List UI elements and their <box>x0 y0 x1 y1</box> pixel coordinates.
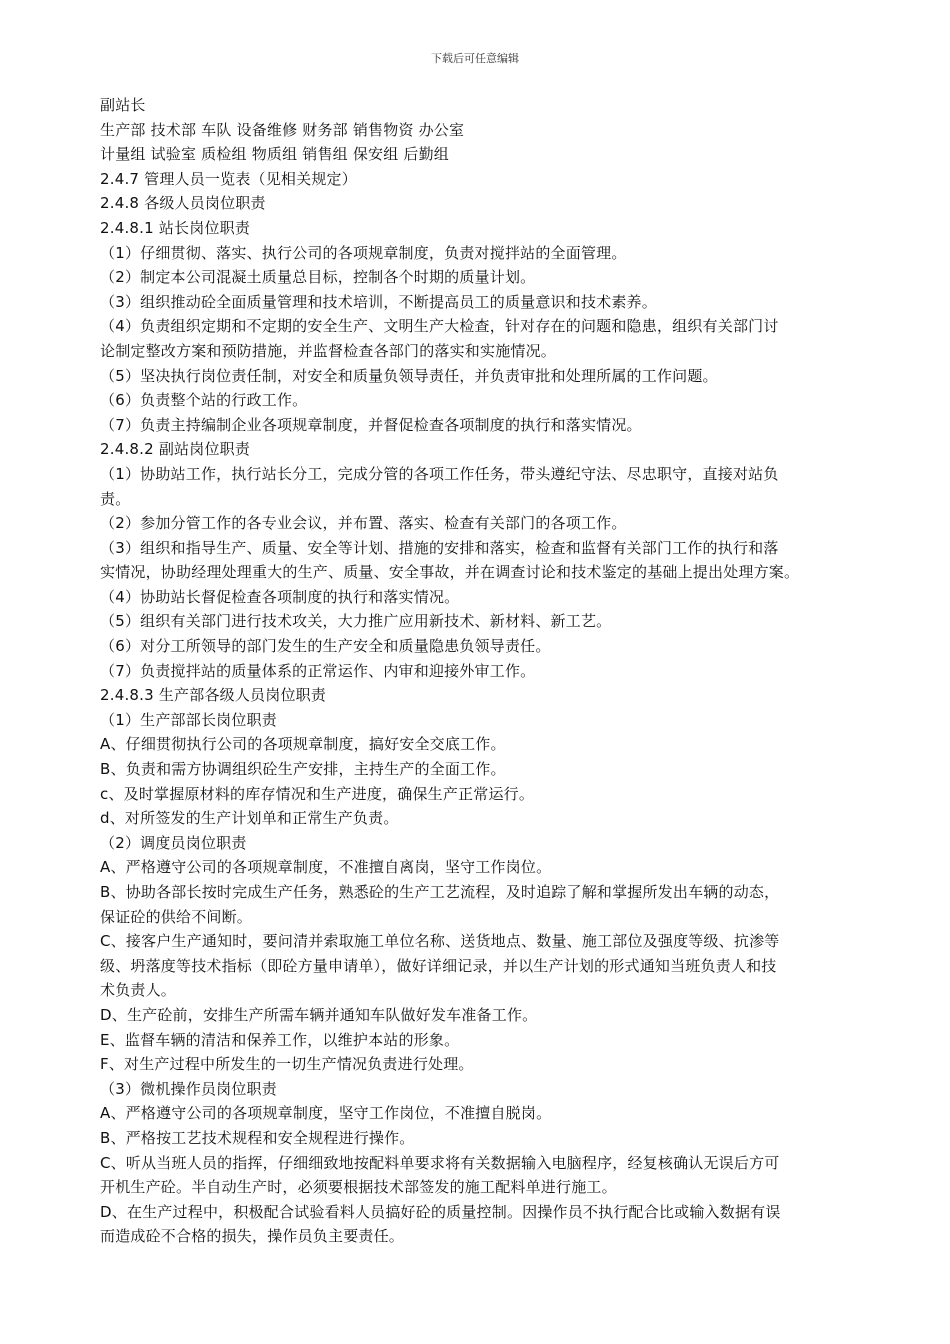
text-line: C、接客户生产通知时，要问清并索取施工单位名称、送货地点、数量、施工部位及强度等级、抗渗等 <box>100 932 780 951</box>
text-line: 计量组 试验室 质检组 物质组 销售组 保安组 后勤组 <box>100 145 450 164</box>
text-line: 责。 <box>100 489 131 508</box>
text-line: A、仔细贯彻执行公司的各项规章制度，搞好安全交底工作。 <box>100 735 506 754</box>
section-heading: 2.4.8.1 站长岗位职责 <box>100 218 251 237</box>
text-line: 生产部 技术部 车队 设备维修 财务部 销售物资 办公室 <box>100 120 465 139</box>
text-line: F、对生产过程中所发生的一切生产情况负责进行处理。 <box>100 1055 474 1074</box>
text-line: 实情况，协助经理处理重大的生产、质量、安全事故，并在调查讨论和技术鉴定的基础上提出处理方案。 <box>100 563 800 582</box>
text-line: （3）组织和指导生产、质量、安全等计划、措施的安排和落实，检查和监督有关部门工作的执行和落 <box>100 538 779 557</box>
text-line: （2）参加分管工作的各专业会议，并布置、落实、检查有关部门的各项工作。 <box>100 514 627 533</box>
section-heading: 2.4.8.2 副站岗位职责 <box>100 440 251 459</box>
subsection-heading: （2）调度员岗位职责 <box>100 833 247 852</box>
text-line: （3）组织推动砼全面质量管理和技术培训，不断提高员工的质量意识和技术素养。 <box>100 292 657 311</box>
text-line: （5）组织有关部门进行技术攻关，大力推广应用新技术、新材料、新工艺。 <box>100 612 612 631</box>
text-line: （7）负责搅拌站的质量体系的正常运作、内审和迎接外审工作。 <box>100 661 536 680</box>
text-line: d、对所签发的生产计划单和正常生产负责。 <box>100 809 399 828</box>
subsection-heading: （3）微机操作员岗位职责 <box>100 1079 277 1098</box>
text-line: 保证砼的供给不间断。 <box>100 907 253 926</box>
text-line: （1）协助站工作，执行站长分工，完成分管的各项工作任务，带头遵纪守法、尽忠职守，直接对站负 <box>100 464 779 483</box>
text-line: 副站长 <box>100 96 146 114</box>
section-heading: 2.4.7 管理人员一览表（见相关规定） <box>100 169 357 188</box>
text-line: （6）对分工所领导的部门发生的生产安全和质量隐患负领导责任。 <box>100 637 551 656</box>
text-line: A、严格遵守公司的各项规章制度，不准擅自离岗，坚守工作岗位。 <box>100 858 552 877</box>
text-line: B、协助各部长按时完成生产任务，熟悉砼的生产工艺流程，及时追踪了解和掌握所发出车辆的动态， <box>100 883 780 901</box>
text-line: c、及时掌握原材料的库存情况和生产进度，确保生产正常运行。 <box>100 784 535 803</box>
page-header: 下载后可任意编辑 <box>431 52 519 65</box>
text-line: 开机生产砼。半自动生产时，必须要根据技术部签发的施工配料单进行施工。 <box>100 1178 617 1197</box>
text-line: （1）仔细贯彻、落实、执行公司的各项规章制度，负责对搅拌站的全面管理。 <box>100 243 627 262</box>
text-line: 而造成砼不合格的损失，操作员负主要责任。 <box>100 1227 405 1246</box>
text-line: B、负责和需方协调组织砼生产安排，主持生产的全面工作。 <box>100 760 506 779</box>
text-line: （4）负责组织定期和不定期的安全生产、文明生产大检查，针对存在的问题和隐患，组织有关部门讨 <box>100 317 779 336</box>
text-line: （7）负责主持编制企业各项规章制度，并督促检查各项制度的执行和落实情况。 <box>100 415 642 434</box>
text-line: （6）负责整个站的行政工作。 <box>100 391 308 410</box>
section-heading: 2.4.8 各级人员岗位职责 <box>100 194 266 213</box>
text-line: （2）制定本公司混凝土质量总目标，控制各个时期的质量计划。 <box>100 268 536 287</box>
text-line: 论制定整改方案和预防措施，并监督检查各部门的落实和实施情况。 <box>100 341 557 360</box>
text-line: A、严格遵守公司的各项规章制度，坚守工作岗位，不准擅自脱岗。 <box>100 1104 552 1123</box>
text-line: E、监督车辆的清洁和保养工作，以维护本站的形象。 <box>100 1030 460 1049</box>
text-line: （4）协助站长督促检查各项制度的执行和落实情况。 <box>100 587 460 606</box>
document-body <box>100 93 880 1249</box>
subsection-heading: （1）生产部部长岗位职责 <box>100 710 277 729</box>
text-line: 术负责人。 <box>100 981 177 1000</box>
text-line: D、生产砼前，安排生产所需车辆并通知车队做好发车准备工作。 <box>100 1005 538 1024</box>
section-heading: 2.4.8.3 生产部各级人员岗位职责 <box>100 686 327 705</box>
text-line: （5）坚决执行岗位责任制，对安全和质量负领导责任，并负责审批和处理所属的工作问题。 <box>100 366 718 385</box>
text-line: C、听从当班人员的指挥，仔细细致地按配料单要求将有关数据输入电脑程序，经复核确认无误后方可 <box>100 1153 780 1172</box>
text-line: B、严格按工艺技术规程和安全规程进行操作。 <box>100 1128 415 1147</box>
text-line: 级、坍落度等技术指标（即砼方量申请单），做好详细记录，并以生产计划的形式通知当班负责人和技 <box>100 956 777 975</box>
text-line: D、在生产过程中，积极配合试验看料人员搞好砼的质量控制。因操作员不执行配合比或输入数据有误 <box>100 1202 781 1221</box>
